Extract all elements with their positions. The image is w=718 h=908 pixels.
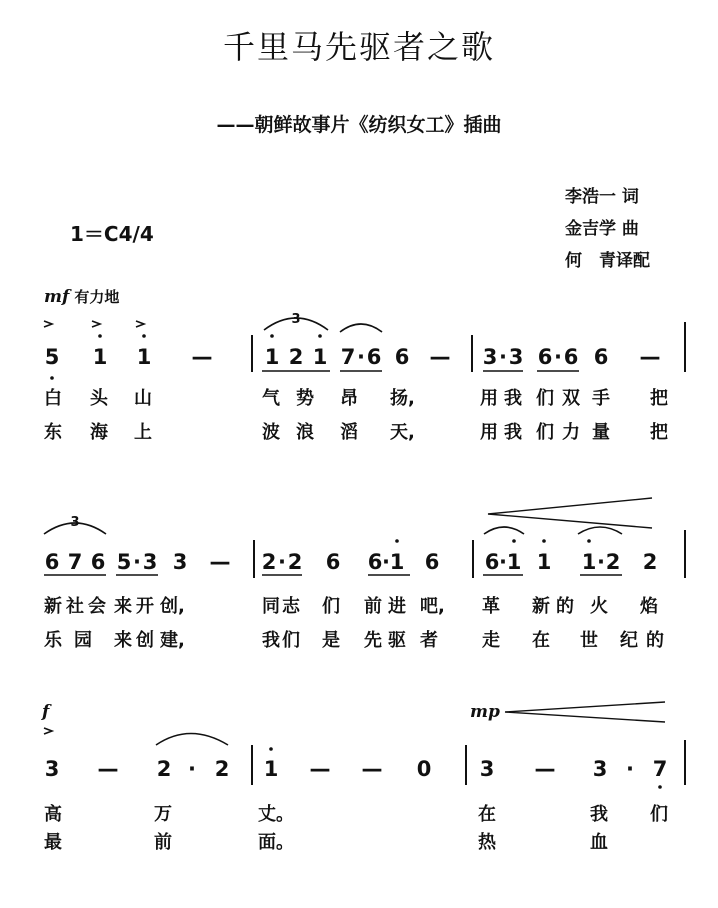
note-token: · — [133, 550, 141, 574]
lyric: 丈。 — [258, 804, 294, 825]
lyric: 来 — [114, 630, 132, 651]
lyric: 火 — [590, 596, 608, 617]
note-token: 6 — [90, 550, 106, 574]
lyric: 新 — [44, 596, 62, 617]
lyric: 们 — [322, 596, 340, 617]
note-token: — — [209, 550, 231, 574]
note-token: — — [361, 757, 383, 781]
note-token: — — [534, 757, 556, 781]
page-subtitle: ——朝鲜故事片《纺织女工》插曲 — [216, 114, 502, 136]
note-token: 6 — [424, 550, 440, 574]
lyric: 在 — [532, 630, 550, 651]
note-token: 7 — [340, 345, 356, 369]
lyric: 走 — [482, 630, 500, 651]
accent-mark — [136, 321, 144, 327]
dynamic-f: f — [42, 702, 50, 722]
note-token: 1 — [136, 345, 152, 369]
expression-mark: 有力地 — [74, 288, 120, 306]
note-token: 5 — [116, 550, 132, 574]
lyric: 东 — [44, 422, 62, 443]
note-token: 2 — [605, 550, 621, 574]
note-token: 6 — [537, 345, 553, 369]
lyric: 把 — [650, 388, 668, 409]
lyric: 纪 — [620, 630, 638, 651]
note-token: 3 — [592, 757, 608, 781]
dynamic-mf: mf — [44, 287, 70, 307]
note-token: 1 — [92, 345, 108, 369]
lyric: 进 — [388, 596, 406, 617]
note-token: 3 — [172, 550, 188, 574]
lyric: 在 — [478, 804, 496, 825]
note-token: 2 — [261, 550, 277, 574]
lyric: 我 — [262, 630, 280, 651]
dynamic-mp: mp — [470, 702, 500, 722]
note-token: 1 — [581, 550, 597, 574]
note-token: 2 — [156, 757, 172, 781]
lyric: 们 — [650, 804, 668, 825]
lyric: 开 — [136, 596, 154, 617]
note-token: 6 — [367, 550, 383, 574]
lyric: 头 — [90, 388, 108, 409]
lyric: 气 — [262, 388, 280, 409]
note-token: 2 — [287, 550, 303, 574]
octave-dot — [98, 334, 102, 338]
note-token: · — [499, 345, 507, 369]
octave-dot — [142, 334, 146, 338]
octave-dot — [512, 539, 516, 543]
note-token: 7 — [652, 757, 668, 781]
note-token: 1 — [312, 345, 328, 369]
lyric: 先 — [364, 630, 382, 651]
lyric: 高 — [44, 804, 62, 825]
key-label: 1＝C — [70, 222, 119, 246]
note-token: · — [188, 757, 196, 781]
note-token: 5 — [44, 345, 60, 369]
octave-dot — [50, 376, 54, 380]
note-token: — — [429, 345, 451, 369]
lyric: 吧, — [420, 596, 445, 617]
note-token: — — [97, 757, 119, 781]
lyric: 们 — [282, 630, 300, 651]
tuplet-number: 3 — [70, 515, 80, 530]
slur — [578, 527, 622, 534]
lyric: 世 — [580, 630, 598, 651]
lyric: 新 — [532, 596, 550, 617]
octave-dot — [270, 334, 274, 338]
accent-mark — [44, 321, 52, 327]
note-token: · — [357, 345, 365, 369]
note-token: — — [191, 345, 213, 369]
note-token: 1 — [506, 550, 522, 574]
note-token: 7 — [67, 550, 83, 574]
note-token: 6 — [366, 345, 382, 369]
note-token: 2 — [642, 550, 658, 574]
lyric: 昂 — [340, 388, 358, 409]
lyric: 们 — [536, 388, 554, 409]
lyric: 白 — [44, 388, 62, 409]
lyric: 上 — [134, 422, 152, 443]
octave-dot — [269, 747, 273, 751]
lyric: 革 — [482, 596, 500, 617]
lyric: 势 — [296, 388, 314, 409]
lyric: 面。 — [258, 832, 294, 853]
lyric: 万 — [154, 804, 172, 825]
note-token: · — [554, 345, 562, 369]
note-token: 6 — [484, 550, 500, 574]
note-token: 6 — [44, 550, 60, 574]
note-token: · — [626, 757, 634, 781]
octave-dot — [658, 785, 662, 789]
lyric: 天, — [390, 422, 415, 443]
lyric: 是 — [322, 630, 340, 651]
lyric: 前 — [364, 596, 382, 617]
lyric: 浪 — [296, 422, 314, 443]
lyric: 建, — [160, 630, 185, 651]
note-token: 3 — [142, 550, 158, 574]
note-token: 6 — [325, 550, 341, 574]
lyric: 我 — [590, 804, 608, 825]
note-token: — — [309, 757, 331, 781]
lyric: 滔 — [340, 422, 358, 443]
lyric: 用 — [480, 388, 498, 409]
lyric: 把 — [650, 422, 668, 443]
note-token: 6 — [394, 345, 410, 369]
note-token: 6 — [593, 345, 609, 369]
lyric: 乐 — [44, 630, 62, 651]
lyric: 的 — [556, 596, 574, 617]
lyric: 扬, — [390, 388, 415, 409]
note-token: 0 — [416, 757, 432, 781]
lyricist-credit: 李浩一 词 — [565, 187, 639, 207]
decrescendo-hairpin — [505, 702, 665, 722]
note-token: 1 — [264, 345, 280, 369]
note-token: 3 — [482, 345, 498, 369]
lyric: 最 — [44, 832, 62, 853]
lyric: 山 — [134, 388, 152, 409]
octave-dot — [587, 539, 591, 543]
octave-dot — [542, 539, 546, 543]
slur — [156, 734, 228, 746]
lyric: 海 — [90, 422, 108, 443]
note-token: · — [499, 550, 507, 574]
lyric: 量 — [592, 422, 610, 443]
slur — [340, 324, 382, 332]
note-token: 3 — [44, 757, 60, 781]
time-signature: 4/4 — [118, 222, 154, 246]
accent-mark — [44, 728, 52, 734]
lyric: 会 — [88, 596, 106, 617]
note-token: 6 — [563, 345, 579, 369]
lyric: 波 — [262, 422, 280, 443]
note-token: — — [639, 345, 661, 369]
lyric: 的 — [646, 630, 664, 651]
lyric: 双 — [562, 388, 580, 409]
lyric: 我 — [504, 422, 522, 443]
page-title: 千里马先驱者之歌 — [222, 28, 495, 66]
note-token: · — [278, 550, 286, 574]
note-token: 2 — [214, 757, 230, 781]
lyric: 焰 — [640, 596, 658, 617]
lyric: 创, — [160, 596, 185, 617]
lyric: 园 — [74, 630, 92, 651]
octave-dot — [395, 539, 399, 543]
note-token: 1 — [389, 550, 405, 574]
note-token: · — [597, 550, 605, 574]
lyric: 来 — [114, 596, 132, 617]
lyric: 前 — [154, 832, 172, 853]
note-token: 2 — [288, 345, 304, 369]
lyric: 血 — [590, 832, 608, 853]
note-token: 3 — [479, 757, 495, 781]
lyric: 力 — [562, 422, 580, 443]
lyric: 们 — [536, 422, 554, 443]
composer-credit: 金吉学 曲 — [565, 219, 639, 239]
note-token: 1 — [263, 757, 279, 781]
accent-mark — [92, 321, 100, 327]
lyric: 驱 — [388, 630, 406, 651]
tuplet-number: 3 — [291, 312, 301, 327]
lyric: 手 — [592, 388, 610, 409]
lyric: 者 — [420, 630, 438, 651]
lyric: 我 — [504, 388, 522, 409]
translator-credit: 何 青译配 — [565, 251, 650, 271]
note-token: 1 — [536, 550, 552, 574]
note-token: 3 — [508, 345, 524, 369]
slur — [484, 527, 524, 534]
lyric: 创 — [136, 630, 154, 651]
lyric: 社 — [66, 596, 84, 617]
lyric: 同 — [262, 596, 280, 617]
octave-dot — [318, 334, 322, 338]
crescendo-hairpin — [488, 498, 652, 528]
lyric: 用 — [480, 422, 498, 443]
lyric: 热 — [478, 832, 496, 853]
lyric: 志 — [282, 596, 300, 617]
note-token: · — [382, 550, 390, 574]
